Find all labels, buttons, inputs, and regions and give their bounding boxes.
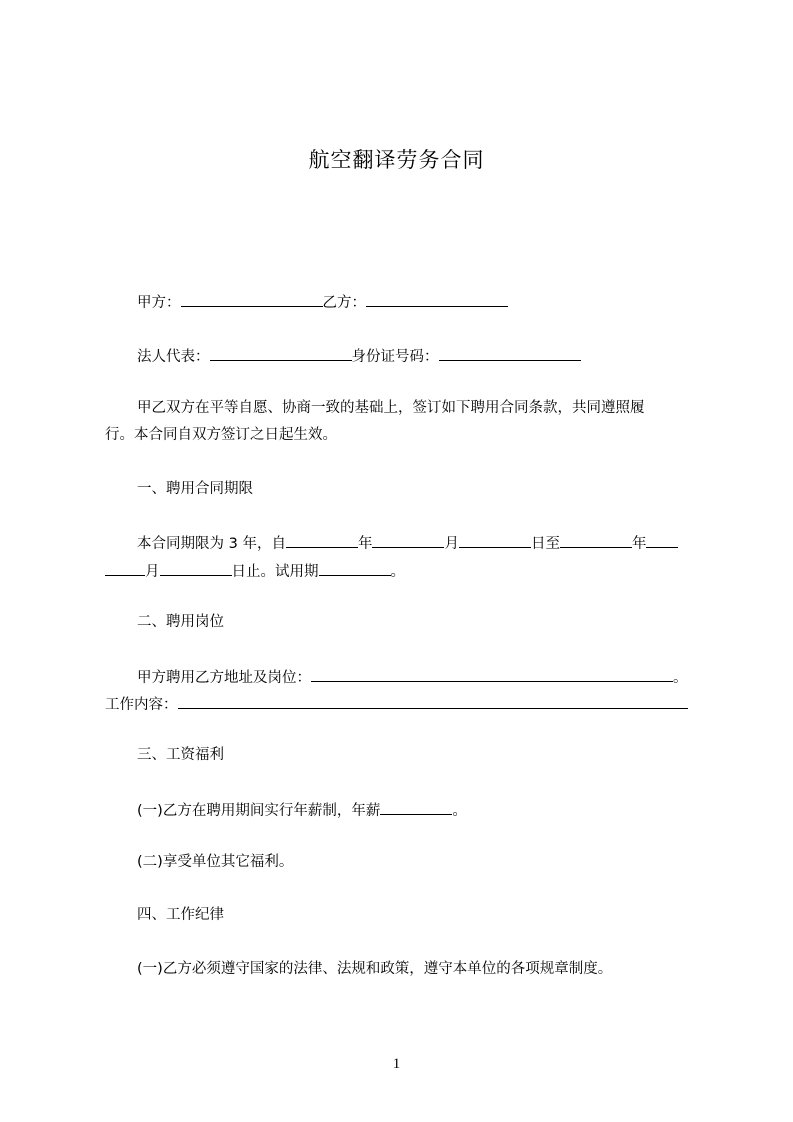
position-blank[interactable] [311, 666, 673, 682]
end-day-blank[interactable] [160, 560, 232, 576]
position-label: 甲方聘用乙方地址及岗位： [137, 670, 311, 686]
page-number: 1 [392, 1056, 401, 1072]
position-end-period: 。 [673, 670, 688, 686]
intro-line-1: 甲乙双方在平等自愿、协商一致的基础上，签订如下聘用合同条款，共同遵照履 [137, 400, 645, 416]
legal-rep-label: 法人代表： [137, 349, 210, 365]
work-content-blank[interactable] [178, 693, 688, 709]
legal-rep-blank[interactable] [210, 345, 352, 361]
term-line-2 [105, 560, 405, 582]
month-label: 月 [444, 536, 459, 552]
work-content-label: 工作内容： [105, 697, 178, 713]
start-day-blank[interactable] [459, 532, 531, 548]
end-year-blank[interactable] [560, 532, 632, 548]
party-b-blank[interactable] [366, 291, 508, 307]
day-to-label: 日至 [530, 536, 560, 552]
end-year-label: 年 [631, 536, 647, 552]
salary-line [137, 799, 467, 821]
intro-line-2: 行。本合同自双方签订之日起生效。 [105, 427, 337, 443]
id-blank[interactable] [439, 345, 581, 361]
salary-blank[interactable] [380, 799, 452, 815]
term-line-1 [137, 532, 678, 554]
discipline-line: (一)乙方必须遵守国家的法律、法规和政策，遵守本单位的各项规章制度。 [137, 961, 613, 977]
end-month-blank-part2[interactable] [105, 560, 145, 576]
probation-text: 日止。试用期 [231, 564, 319, 580]
document-title: 航空翻译劳务合同 [308, 148, 485, 172]
end-month-blank-part1[interactable] [646, 532, 678, 548]
party-a-label: 甲方： [137, 295, 181, 311]
section-1-heading: 一、聘用合同期限 [137, 481, 253, 497]
id-label: 身份证号码： [351, 349, 439, 365]
legal-rep-line [137, 345, 581, 367]
party-line [137, 291, 508, 313]
position-line [137, 666, 688, 688]
work-content-line [105, 693, 688, 715]
section-2-heading: 二、聘用岗位 [137, 614, 224, 630]
term-text: 本合同期限为 3 年，自 [137, 536, 286, 552]
start-month-blank[interactable] [372, 532, 444, 548]
year-label: 年 [357, 536, 373, 552]
end-month-label: 月 [145, 564, 160, 580]
term-end-period: 。 [390, 564, 405, 580]
party-b-label: 乙方： [322, 295, 366, 311]
probation-blank[interactable] [319, 560, 391, 576]
benefits-line: (二)享受单位其它福利。 [137, 854, 294, 870]
section-4-heading: 四、工作纪律 [137, 907, 224, 923]
salary-end-period: 。 [452, 803, 467, 819]
party-a-blank[interactable] [181, 291, 323, 307]
salary-text: (一)乙方在聘用期间实行年薪制，年薪 [137, 803, 381, 819]
section-3-heading: 三、工资福利 [137, 747, 224, 763]
start-year-blank[interactable] [286, 532, 358, 548]
